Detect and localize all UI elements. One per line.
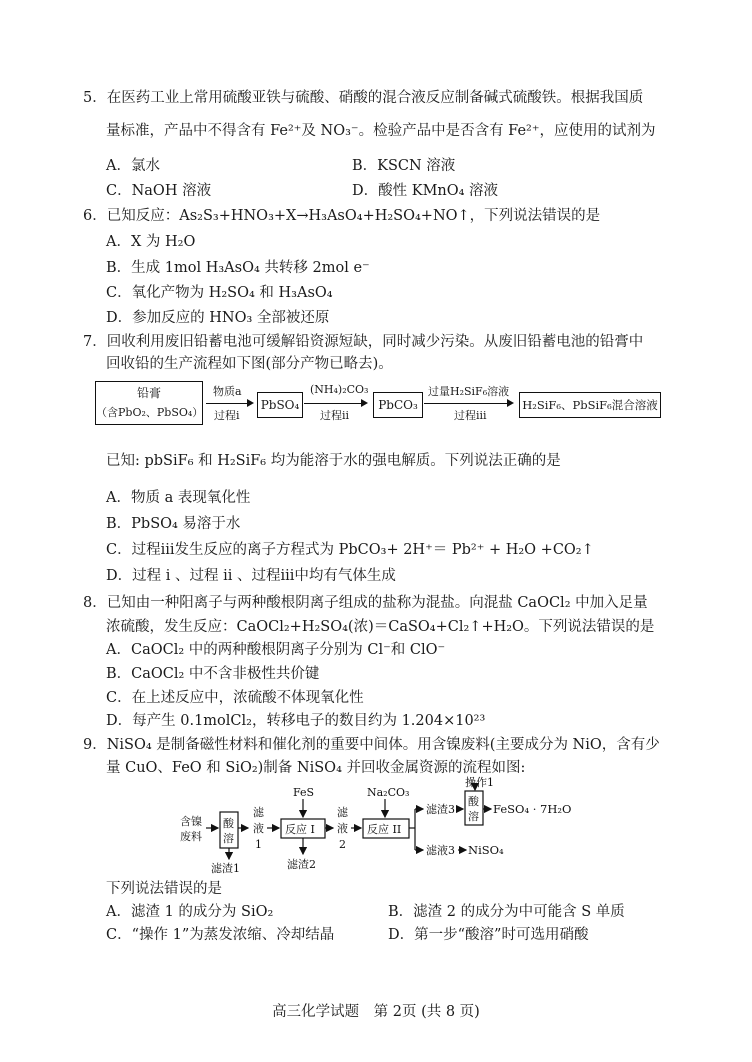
q9-residue3: 滤渣3 — [426, 803, 455, 816]
q8-stem-line1: 8．已知由一种阳离子与两种酸根阴离子组成的盐称为混盐。向混盐 CaOCl₂ 中加入足量 — [83, 595, 648, 611]
q5-option-b: B．KSCN 溶液 — [352, 158, 456, 174]
q9-raw-line2: 废料 — [180, 830, 202, 843]
q6-option-a: A．X 为 H₂O — [106, 234, 196, 250]
q9-ask: 下列说法错误的是 — [106, 881, 222, 897]
q9-filtrate2-c: 2 — [339, 838, 346, 851]
q7-flow-end-box: H₂SiF₆、PbSiF₆混合溶液 — [519, 392, 661, 418]
q5-stem-line2: 量标准，产品中不得含有 Fe²⁺及 NO₃⁻。检验产品中是否含有 Fe²⁺，应使用的试剂为 — [106, 123, 656, 139]
q7-flow-box-pbso4: PbSO₄ — [257, 392, 303, 418]
q7-flow-step2-reagent: (NH₄)₂CO₃ — [310, 383, 369, 396]
q7-flow-step2-label: 过程ii — [320, 409, 350, 422]
q9-operation1: 操作1 — [465, 776, 494, 789]
q9-flow-diagram — [165, 776, 595, 876]
q7-flow-start-box — [95, 381, 203, 425]
q9-react2: 反应 II — [367, 823, 402, 836]
q5-option-c: C．NaOH 溶液 — [106, 183, 212, 199]
q9-product-niso4: NiSO₄ — [468, 843, 504, 857]
q5-stem-line1: 5．在医药工业上常用硫酸亚铁与硫酸、硝酸的混合液反应制备碱式硫酸铁。根据我国质 — [83, 90, 644, 106]
q7-flow-step3-reagent: 过量H₂SiF₆溶液 — [428, 385, 510, 398]
q5-option-d: D．酸性 KMnO₄ 溶液 — [352, 183, 499, 199]
q9-acid1-b: 溶 — [223, 832, 234, 845]
q9-product-feso4: FeSO₄ · 7H₂O — [493, 802, 572, 816]
q7-flow-box-pbco3: PbCO₃ — [373, 392, 423, 418]
q9-filtrate1-c: 1 — [255, 838, 262, 851]
q7-option-d: D．过程 i 、过程 ii 、过程iii中均有气体生成 — [106, 568, 396, 584]
q9-residue1: 滤渣1 — [211, 862, 240, 875]
q7-known: 已知: pbSiF₆ 和 H₂SiF₆ 均为能溶于水的强电解质。下列说法正确的是 — [106, 453, 561, 469]
q9-option-d: D．第一步“酸溶”时可选用硝酸 — [388, 927, 589, 943]
q9-acid2-b: 溶 — [468, 810, 479, 823]
q8-option-c: C．在上述反应中，浓硫酸不体现氧化性 — [106, 690, 364, 706]
q9-fes: FeS — [293, 786, 315, 799]
q7-flow-step1-label: 过程i — [214, 409, 240, 422]
q5-option-a: A．氯水 — [106, 158, 160, 174]
q9-filtrate1-a: 滤 — [253, 806, 264, 819]
page-footer: 高三化学试题 第 2页 (共 8 页) — [272, 1004, 480, 1020]
q7-option-c: C．过程iii发生反应的离子方程式为 PbCO₃+ 2H⁺＝ Pb²⁺ + H₂O +CO₂↑ — [106, 542, 594, 558]
q9-stem-line2: 量 CuO、FeO 和 SiO₂)制备 NiSO₄ 并回收金属资源的流程如图: — [106, 760, 526, 776]
q9-option-a: A．滤渣 1 的成分为 SiO₂ — [106, 904, 274, 920]
q7-stem-line2: 回收铅的生产流程如下图(部分产物已略去)。 — [106, 356, 393, 372]
q6-option-d: D．参加反应的 HNO₃ 全部被还原 — [106, 310, 330, 326]
q9-option-b: B．滤渣 2 的成分为中可能含 S 单质 — [388, 904, 625, 920]
q8-option-b: B．CaOCl₂ 中不含非极性共价键 — [106, 666, 320, 682]
q7-flow-arrow3 — [424, 403, 512, 404]
q9-raw-line1: 含镍 — [180, 815, 202, 828]
q8-option-d: D．每产生 0.1molCl₂，转移电子的数目约为 1.204×10²³ — [106, 713, 486, 729]
q7-stem-line1: 7．回收利用废旧铅蓄电池可缓解铅资源短缺，同时减少污染。从废旧铅蓄电池的铅膏中 — [83, 334, 644, 350]
q7-flow-arrow2 — [304, 403, 366, 404]
q9-filtrate1-b: 液 — [253, 822, 264, 835]
q9-residue2: 滤渣2 — [287, 858, 316, 871]
q7-flow-start-line2: （含PbO₂、PbSO₄） — [96, 406, 204, 419]
q9-react1: 反应 I — [285, 823, 315, 836]
q9-stem-line1: 9．NiSO₄ 是制备磁性材料和催化剂的重要中间体。用含镍废料(主要成分为 NiO，含有少 — [83, 737, 660, 753]
q8-stem-line2: 浓硫酸，发生反应：CaOCl₂+H₂SO₄(浓)＝CaSO₄+Cl₂↑+H₂O。下列说法错误的是 — [106, 619, 655, 635]
q7-flow-start-line1: 铅膏 — [136, 386, 161, 400]
q9-option-c: C．“操作 1”为蒸发浓缩、冷却结晶 — [106, 927, 335, 943]
q6-option-c: C．氧化产物为 H₂SO₄ 和 H₃AsO₄ — [106, 285, 333, 301]
q8-option-a: A．CaOCl₂ 中的两种酸根阴离子分别为 Cl⁻和 ClO⁻ — [106, 642, 446, 658]
q9-na2co3: Na₂CO₃ — [367, 786, 410, 799]
q6-stem: 6．已知反应：As₂S₃+HNO₃+X→H₃AsO₄+H₂SO₄+NO↑，下列说法错误的是 — [83, 208, 601, 224]
q6-option-b: B．生成 1mol H₃AsO₄ 共转移 2mol e⁻ — [106, 260, 370, 276]
q9-acid2-a: 酸 — [468, 795, 479, 808]
q7-flow-step1-reagent: 物质a — [213, 385, 242, 398]
q7-flow-arrow1 — [206, 403, 252, 404]
q9-acid1-a: 酸 — [223, 817, 234, 830]
q9-filtrate2-b: 液 — [337, 822, 348, 835]
q9-filtrate3: 滤液3 — [426, 844, 455, 857]
q7-flow-step3-label: 过程iii — [454, 409, 487, 422]
q7-option-a: A．物质 a 表现氧化性 — [106, 490, 251, 506]
q7-option-b: B．PbSO₄ 易溶于水 — [106, 516, 241, 532]
q9-filtrate2-a: 滤 — [337, 806, 348, 819]
